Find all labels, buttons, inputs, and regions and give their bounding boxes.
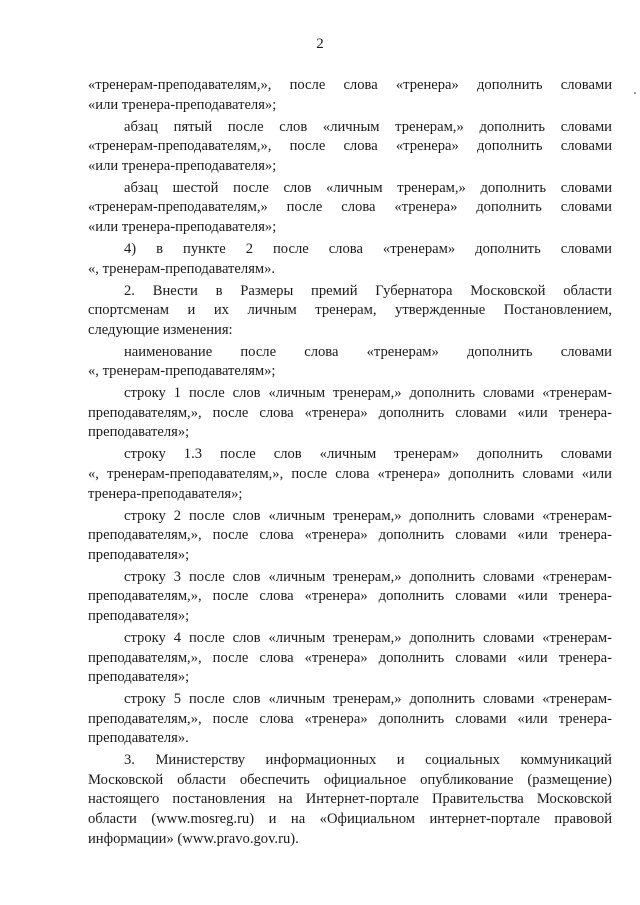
paragraph-line: преподавателя»; — [88, 607, 190, 624]
paragraph-first-line: строку 3 после слов «личным тренерам,» дополнить словами «тренерам- — [124, 568, 612, 585]
paragraph-first-line: строку 5 после слов «личным тренерам,» дополнить словами «тренерам- — [124, 691, 612, 708]
paragraph-line: преподавателям,», после слова «тренера» дополнить словами «или тренера- — [88, 404, 612, 421]
paragraph-first-line: абзац пятый после слов «личным тренерам,» дополнить словами — [124, 118, 612, 135]
paragraph-first-line: строку 4 после слов «личным тренерам,» дополнить словами «тренерам- — [124, 629, 612, 646]
paragraph-line: преподавателям,», после слова «тренера» дополнить словами «или тренера- — [88, 527, 612, 544]
paragraph-line: области (www.mosreg.ru) и на «Официальном интернет-портале правовой — [88, 811, 612, 828]
scan-speck — [634, 92, 636, 94]
paragraph-line: «тренерам-преподавателям,» после слова «тренера» дополнить словами — [88, 199, 612, 216]
paragraph-line: «, тренерам-преподавателям»; — [88, 363, 276, 380]
paragraph-line: «, тренерам-преподавателям». — [88, 260, 276, 277]
paragraph-line: преподавателя»; — [88, 669, 190, 686]
paragraph-line: настоящего постановления на Интернет-портале Правительства Московской — [88, 791, 612, 808]
paragraph-first-line: 2. Внести в Размеры премий Губернатора Московской области — [124, 282, 612, 299]
paragraph-line: «или тренера-преподавателя»; — [88, 218, 277, 235]
paragraph-line: «или тренера-преподавателя»; — [88, 157, 277, 174]
document-body — [88, 76, 612, 852]
paragraph-line: следующие изменения: — [88, 321, 233, 338]
paragraph-line: Московской области обеспечить официальное опубликование (размещение) — [88, 771, 612, 788]
paragraph-line: преподавателям,», после слова «тренера» дополнить словами «или тренера- — [88, 649, 612, 666]
paragraph-line: преподавателя». — [88, 730, 189, 747]
paragraph-line: «тренерам-преподавателям,», после слова «тренера» дополнить словами — [88, 138, 612, 155]
paragraph-line: «тренерам-преподавателям,», после слова «тренера» дополнить словами — [88, 77, 612, 93]
paragraph-first-line: 3. Министерству информационных и социальных коммуникаций — [124, 752, 612, 769]
paragraph-line: тренера-преподавателя»; — [88, 485, 243, 502]
paragraph-line: «или тренера-преподавателя»; — [88, 96, 277, 113]
paragraph-line: преподавателя»; — [88, 546, 190, 563]
paragraph-line: преподавателям,», после слова «тренера» дополнить словами «или тренера- — [88, 710, 612, 727]
paragraph-first-line: абзац шестой после слов «личным тренерам,» дополнить словами — [124, 179, 612, 196]
paragraph-spacing — [88, 849, 612, 851]
paragraph-first-line: строку 2 после слов «личным тренерам,» дополнить словами «тренерам- — [124, 507, 612, 524]
paragraph-line: спортсменам и их личным тренерам, утвержденные Постановлением, — [88, 302, 612, 319]
paragraph-line: преподавателя»; — [88, 424, 190, 441]
paragraph-line: «, тренерам-преподавателям,», после слова «тренера» дополнить словами «или — [88, 466, 612, 483]
paragraph-line: информации» (www.pravo.gov.ru). — [88, 830, 299, 847]
paragraph-first-line: наименование после слова «тренерам» дополнить словами — [124, 343, 612, 360]
paragraph-line: преподавателям,», после слова «тренера» дополнить словами «или тренера- — [88, 588, 612, 605]
paragraph-first-line: строку 1 после слов «личным тренерам,» дополнить словами «тренерам- — [124, 385, 612, 402]
paragraph-first-line: 4) в пункте 2 после слова «тренерам» дополнить словами — [124, 240, 612, 257]
paragraph-first-line: строку 1.3 после слов «личным тренерам» дополнить словами — [124, 446, 612, 463]
page-number: 2 — [316, 36, 324, 52]
